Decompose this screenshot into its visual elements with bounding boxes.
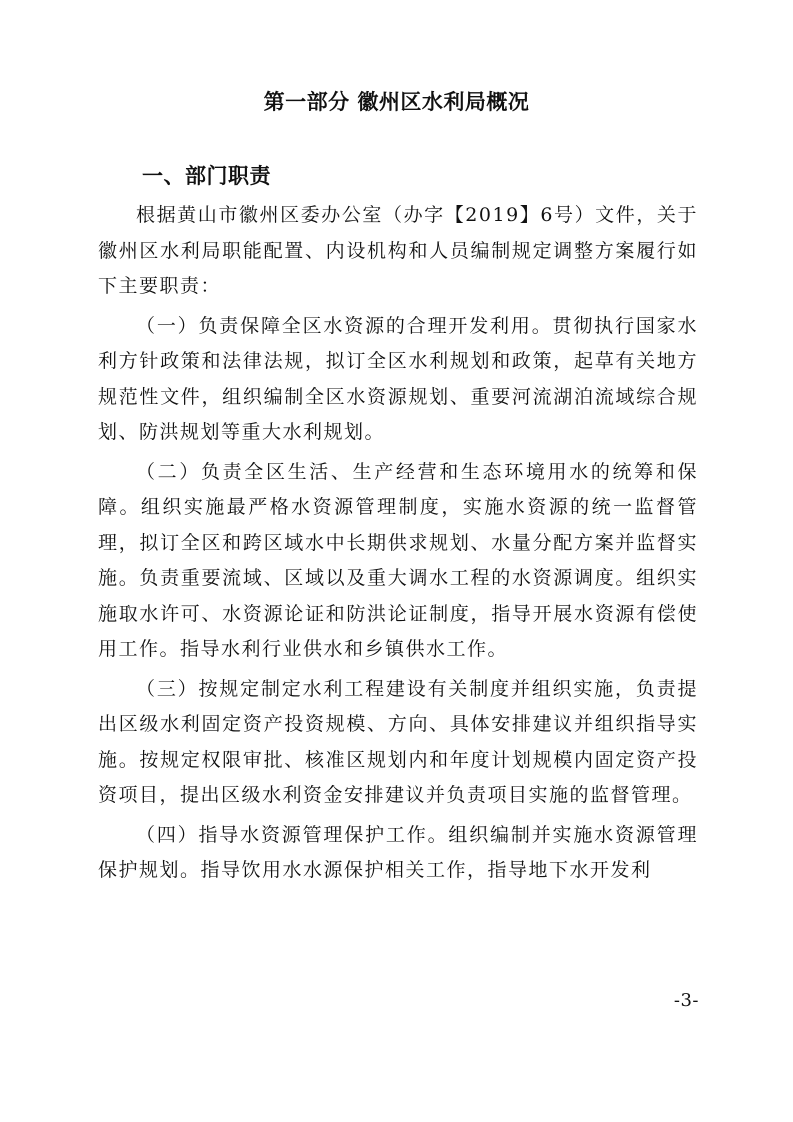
section-heading: 一、部门职责	[142, 164, 271, 188]
page-title: 第一部分 徽州区水利局概况	[263, 90, 530, 114]
paragraph-duty-3: （三）按规定制定水利工程建设有关制度并组织实施，负责提出区级水利固定资产投资规模、方向、具体安排建议并组织指导实施。按规定权限审批、核准区规划内和年度计划规模内固定资产投资项目，提出区级水利资金安排建议并负责项目实施的监督管理。	[98, 677, 698, 806]
body-text	[98, 198, 698, 893]
page-number: -3-	[673, 990, 699, 1011]
paragraph-duty-1: （一）负责保障全区水资源的合理开发利用。贯彻执行国家水利方针政策和法律法规，拟订全区水利规划和政策，起草有关地方规范性文件，组织编制全区水资源规划、重要河流湖泊流域综合规划、防洪规划等重大水利规划。	[98, 314, 698, 443]
paragraph-duty-4: （四）指导水资源管理保护工作。组织编制并实施水资源管理保护规划。指导饮用水水源保护相关工作，指导地下水开发利	[98, 823, 698, 881]
paragraph-duty-2: （二）负责全区生活、生产经营和生态环境用水的统筹和保障。组织实施最严格水资源管理制度，实施水资源的统一监督管理，拟订全区和跨区域水中长期供求规划、水量分配方案并监督实施。负责重要流域、区域以及重大调水工程的水资源调度。组织实施取水许可、水资源论证和防洪论证制度，指导开展水资源有偿使用工作。指导水利行业供水和乡镇供水工作。	[98, 460, 698, 660]
paragraph-intro: 根据黄山市徽州区委办公室（办字【2019】6号）文件，关于徽州区水利局职能配置、内设机构和人员编制规定调整方案履行如下主要职责：	[98, 204, 698, 297]
